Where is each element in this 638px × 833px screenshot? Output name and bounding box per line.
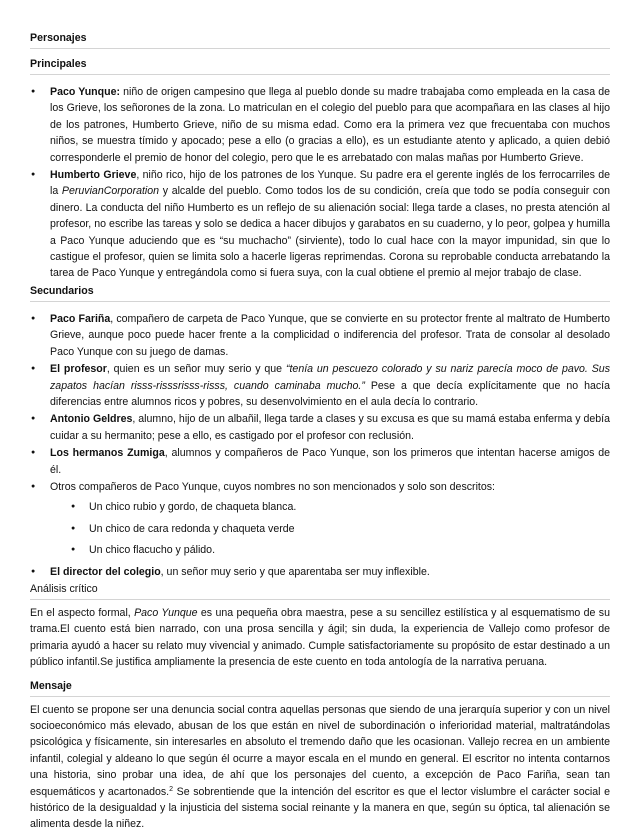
list-item-antonio-geldres: [30, 411, 610, 444]
character-description: , un señor muy serio y que aparentaba ser muy inflexible.: [160, 565, 430, 578]
analisis-paragraph: [30, 605, 610, 671]
document-page: [30, 30, 610, 833]
section-heading-mensaje: Mensaje: [30, 678, 610, 697]
section-heading-analisis: Análisis crítico: [30, 581, 610, 600]
character-description: , quien es un señor muy serio y que: [106, 363, 286, 376]
list-item-humberto-grieve: [30, 167, 610, 282]
sublist-item: ● Un chico rubio y gordo, de chaqueta blanca.: [50, 499, 610, 515]
paragraph-text: es una pequeña obra maestra, pese a su sencillez estilística y al esquematismo de su trama.El cuento está bien narrado, con una prosa sencilla y ágil; sin duda, la experiencia de Vallejo como profesor de primaria ayudó a hacer su relato muy vivencial y animado. Cumple satisfactoriamente su propósito de estar destinado a un público infantil.Se justifica ampliamente la presencia de este cuento en toda antología de la narrativa peruana.: [30, 606, 610, 669]
secundarios-list: [30, 311, 610, 580]
list-item-el-profesor: [30, 361, 610, 410]
list-item-director: [30, 564, 610, 580]
character-name: El profesor: [50, 363, 107, 376]
character-description: Otros compañeros de Paco Yunque, cuyos nombres no son mencionados y solo son descritos:: [50, 480, 495, 493]
italic-text: Paco Yunque: [134, 606, 198, 619]
principales-list: [30, 84, 610, 282]
paragraph-text: En el aspecto formal,: [30, 606, 135, 619]
character-description: , compañero de carpeta de Paco Yunque, que se convierte en su protector frente al maltrato de Humberto Grieve, aunque poco puede hacer frente a la complicidad o indiferencia del profesor. Trata de consolar al desolado Paco Yunque con su juego de damas.: [50, 312, 610, 358]
mensaje-paragraph: [30, 702, 610, 833]
subsection-heading-principales: Principales: [30, 56, 610, 75]
list-item-otros-companeros: [30, 479, 610, 559]
character-name: Paco Yunque:: [50, 86, 121, 98]
paragraph-text: Se sobrentiende que la intención del escritor es que el lector vislumbre el carácter social e histórico de la desigualdad y la injusticia del sistema social reinante y la manera en que, según su óptica, tal alienación se alimenta desde la niñez.: [30, 785, 610, 831]
footnote-marker: 2: [169, 785, 174, 793]
paragraph-text: El cuento se propone ser una denuncia social contra aquellas personas que siendo de una jerarquía superior y con un nivel socioeconómico más elevado, abusan de los que están en nivel de subordinación o inferioridad material, maltratándolas psicológica y físicamente, sin interesarles en absoluto el tremendo daño que les ocasionan. Vallejo recrea en un ambiente infantil, colegial y aldeano lo que según él ocurre a mayor escala en el mundo en general. El escritor no intenta contarnos una historia, sino probar una idea, de ahí que los personajes del cuento, a excepción de Paco Fariña, sean tan esquemáticos y acartonados.: [30, 703, 610, 798]
character-description: , niño rico, hijo de los patrones de los Yunque. Su padre era el gerente inglés de los ferrocarriles de la: [50, 169, 610, 198]
list-item-paco-yunque: [30, 84, 610, 166]
section-heading-personajes: Personajes: [30, 30, 610, 49]
list-item-hermanos-zumiga: [30, 445, 610, 478]
character-name: El director del colegio: [50, 565, 161, 578]
character-name: Paco Fariña: [50, 312, 111, 325]
subsection-heading-secundarios: Secundarios: [30, 283, 610, 302]
character-name: Los hermanos Zumiga: [50, 447, 165, 460]
character-description: niño de origen campesino que llega al pueblo donde su madre trabajaba como empleada en la casa de los Grieve, los señorones de la zona. Lo matriculan en el colegio del pueblo para que acompañara en las clases al hijo de los patrones, Humberto Grieve, niño de su misma edad. Como era la primera vez que frecuentaba con muchos niños, se muestra tímido y apocado; pese a ello (o gracias a ello), es un estudiante atento y aplicado, a quien debió corresponderle el premio de honor del colegio, pero que le es arrebatado con malas mañas por Humberto Grieve.: [50, 86, 611, 164]
character-description: y alcalde del pueblo. Como todos los de su condición, creía que todo se podía conseguir con dinero. La conducta del niño Humberto es un reflejo de su alienación social: llega tarde a clases, no presta atención al profesor, no escribe las tareas y solo se dedica a hacer dibujos y garabatos en su cuaderno, y lo peor, golpea y humilla a Paco Yunque aduciendo que es “su muchacho” (sirviente), todo lo cual hace con la mayor impunidad, sin que lo castigue el profesor, quien se limita solo a hacerle ligeras reprimendas. Corona su reprobable conducta arrebatando la tarea de Paco Yunque y entregándola como si fuera suya, con la cual obtiene el premio al mejor trabajo de clase.: [50, 185, 610, 280]
list-item-paco-farina: [30, 311, 610, 360]
quoted-description: “tenía un pescuezo colorado y su nariz parecía moco de pavo. Sus zapatos hacían risss-risssrisss-risss, cuando caminaba mucho.”: [50, 363, 610, 392]
character-description: , alumnos y compañeros de Paco Yunque, son los primeros que intentan hacerse amigos de él.: [50, 447, 610, 476]
character-name: Humberto Grieve: [50, 169, 137, 182]
sublist-item: ● Un chico de cara redonda y chaqueta verde: [50, 521, 610, 537]
italic-text: PeruvianCorporation: [61, 185, 160, 198]
character-name: Antonio Geldres: [50, 413, 133, 426]
sublist-item: ● Un chico flacucho y pálido.: [50, 542, 610, 558]
character-description: Pese a que decía explícitamente que no hacía diferencias entre alumnos ricos y pobres, su desenvolvimiento en el aula decía lo contrario.: [50, 379, 611, 408]
otros-companeros-sublist: [50, 499, 610, 558]
character-description: , alumno, hijo de un albañil, llega tarde a clases y su excusa es que su mamá estaba enferma y debía cuidar a su hermanito; pese a ello, es castigado por el profesor con reclusión.: [50, 413, 610, 442]
